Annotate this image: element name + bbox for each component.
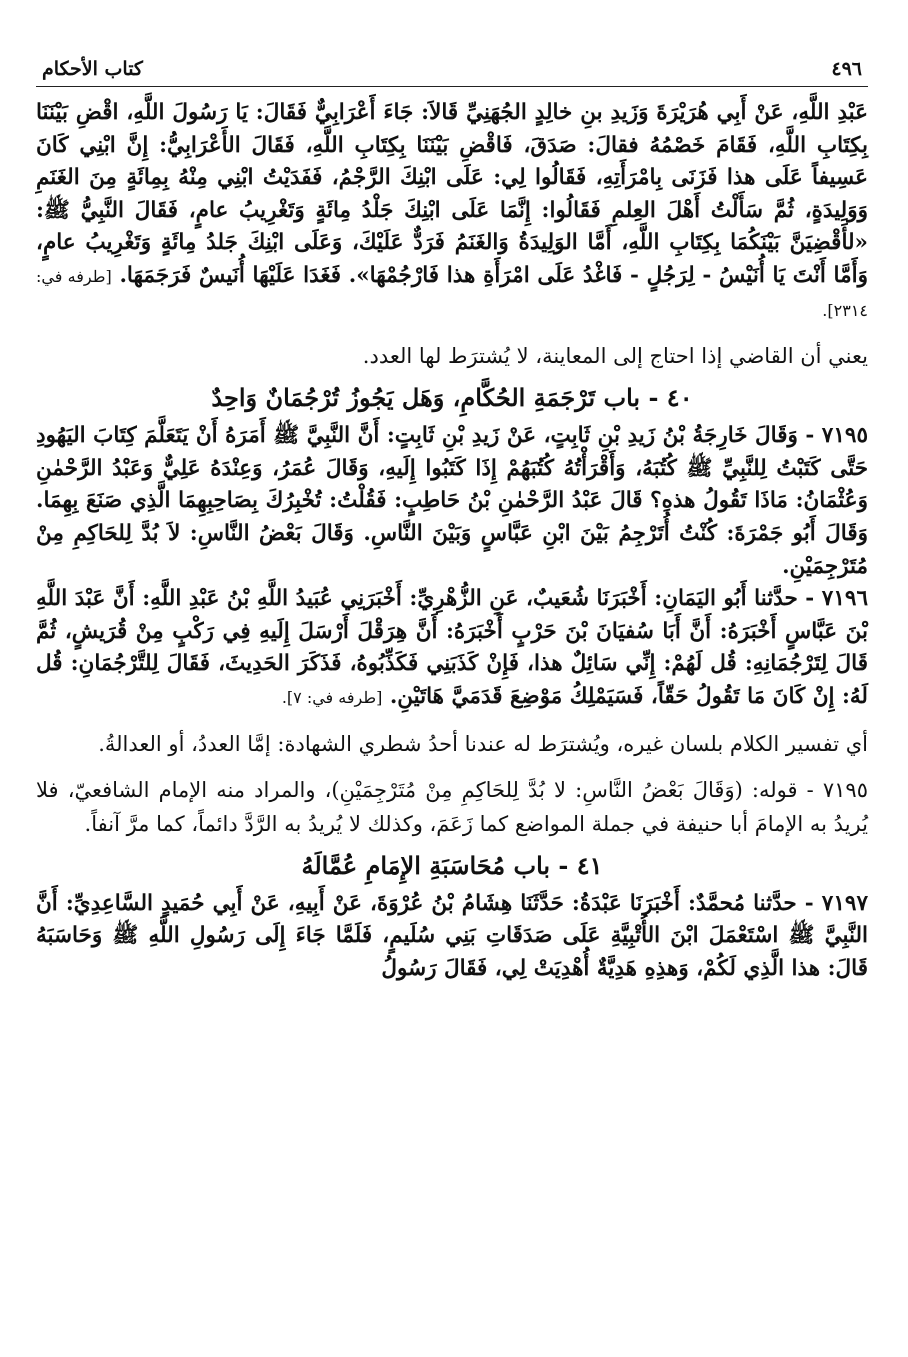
page-number: ٤٩٦ <box>831 58 862 80</box>
book-title: كتاب الأحكام <box>42 58 143 80</box>
chapter-heading: ٤١ - باب مُحَاسَبَةِ الإِمَامِ عُمَّالَهُ <box>301 850 603 880</box>
hadith-paragraph <box>36 97 868 327</box>
hadith-paragraph <box>36 888 868 986</box>
commentary-paragraph: ٧١٩٥ - قوله: (وَقَالَ بَعْضُ النَّاسِ: لا بُدَّ لِلحَاكِمِ مِنْ مُتَرْجِمَيْنِ)، والمراد منه الإمام الشافعيّ، فلا يُريدُ به الإمامَ أبا حنيفة في جملة المواضع كما زَعَمَ، وكذلك لا يُريدُ به الرَّدَّ دائماً، كما مرَّ آنفاً. <box>36 777 868 836</box>
chapter-heading: ٤٠ - باب تَرْجَمَةِ الحُكَّامِ، وَهَل يَجُوزُ تُرْجُمَانٌ وَاحِدٌ <box>211 383 693 413</box>
commentary-paragraph: أي تفسير الكلام بلسان غيره، ويُشترَط له عندنا أحدُ شطري الشهادة: إمَّا العددُ، أو العدالةُ. <box>98 731 868 756</box>
hadith-text: ٧١٩٦ - حدَّثنا أَبُو اليَمَانِ: أَخْبَرَنَا شُعَيبٌ، عَنِ الزُّهْرِيِّ: أَخْبَرَنِي عُبَيدُ اللَّهِ بْنُ عَبْدِ اللَّهِ: أَنَّ عَبْدَ اللَّهِ بْنَ عَبَّاسٍ أَخْبَرَهُ: أَنَّ أَبَا سُفيَانَ بْنَ حَرْبٍ أَخْبَرَهُ: أَنَّ هِرَقْلَ أَرْسَلَ إِلَيهِ فِي رَكْبٍ مِنْ قُرَيشٍ، ثُمَّ قَالَ لِتَرْجُمَانِهِ: قُل لَهُمْ: إِنِّي سَائِلٌ هذا، فَإِنْ كَذَبَنِي فَكَذِّبُوهُ، فَذَكَرَ الحَدِيثَ، فَقَالَ لِلتَّرْجُمَانِ: قُل لَهُ: إِنْ كَانَ مَا تَقُولُ حَقّاً، فَسَيَمْلِكُ مَوْضِعَ قَدَمَيَّ هَاتَيْنِ. <box>36 586 868 709</box>
commentary-paragraph: يعني أن القاضي إذا احتاج إلى المعاينة، لا يُشترَط لها العدد. <box>362 344 868 369</box>
page-header <box>36 58 868 84</box>
hadith-text: ٧١٩٥ - وَقَالَ خَارِجَةُ بْنُ زَيدِ بْنِ ثَابِتٍ، عَنْ زَيدِ بْنِ ثَابِتٍ: أَنَّ النَّبِيَّ ﷺ أَمَرَهُ أَنْ يَتَعَلَّمَ كِتَابَ اليَهُودِ حَتَّى كَتَبْتُ لِلنَّبِيِّ ﷺ كُتُبَهُ، وَأَقْرَأْتُهُ كُتُبَهُمْ إِذَا كَتَبُوا إِلَيهِ، وَقَالَ عُمَرُ، وَعِنْدَهُ عَلِيٌّ وَعَبْدُ الرَّحْمٰنِ وَعُثْمَانُ: مَاذَا تَقُولُ هذهِ؟ قَالَ عَبْدُ الرَّحْمٰنِ بْنُ حَاطِبٍ: فَقُلْتُ: تُخْبِرُكَ بِصَاحِبِهِمَا الَّذِي صَنَعَ بِهِمَا. وَقَالَ أَبُو جَمْرَةَ: كُنْتُ أُتَرْجِمُ بَيْنَ ابْنِ عَبَّاسٍ وَبَيْنَ النَّاسِ. وَقَالَ بَعْضُ النَّاسِ: لاَ بُدَّ لِلحَاكِمِ مِنْ مُتَرْجِمَيْنِ. <box>36 423 868 579</box>
hadith-paragraph <box>36 583 868 714</box>
header-rule <box>36 86 868 87</box>
hadith-text: ٧١٩٧ - حدَّثنا مُحمَّدٌ: أَخْبَرَنَا عَبْدَةُ: حَدَّثَنَا هِشَامُ بْنُ عُرْوَةَ، عَنْ أَبِيهِ، عَنْ أَبِي حُمَيدٍ السَّاعِدِيِّ: أَنَّ النَّبِيَّ ﷺ اسْتَعْمَلَ ابْنَ الأُتْبِيَّةِ عَلَى صَدَقَاتِ بَنِي سُلَيمٍ، فَلَمَّا جَاءَ إِلَى رَسُولِ اللَّهِ ﷺ وَحَاسَبَهُ قَالَ: هذا الَّذِي لَكُمْ، وَهذِهِ هَدِيَّةٌ أُهْدِيَتْ لِي، فَقَالَ رَسُولُ <box>36 890 868 981</box>
hadith-paragraph <box>36 420 868 583</box>
cross-reference: [طرفه في: ٢٣١٤]. <box>36 266 868 320</box>
cross-reference: [طرفه في: ٧]. <box>281 687 383 707</box>
hadith-text: عَبْدِ اللَّهِ، عَنْ أَبِي هُرَيْرَةَ وَزَيدِ بنِ خالِدٍ الجُهَنِيِّ قَالاَ: جَاءَ أَعْرَابِيٌّ فَقَالَ: يَا رَسُولَ اللَّهِ، اقْضِ بَيْنَنَا بِكِتَابِ اللَّهِ، فَقَامَ خَصْمُهُ فقالَ: صَدَقَ، فَاقْضِ بَيْنَنَا بِكِتَابِ اللَّهِ، فَقَالَ الأَعْرَابِيُّ: إِنَّ ابْنِي كَانَ عَسِيفاً عَلَى هذا فَزَنَى بِامْرَأَتِهِ، فَقَالُوا لِي: عَلَى ابْنِكَ الرَّجْمُ، فَفَدَيْتُ ابْنِي مِنْهُ بِمِائَةٍ مِنَ الغَنَمِ وَوَلِيدَةٍ، ثُمَّ سَأَلْتُ أَهْلَ العِلمِ فَقَالُوا: إِنَّمَا عَلَى ابْنِكَ جَلْدُ مِائَةٍ وَتَغْرِيبُ عامٍ، فَقَالَ النَّبِيُّ ﷺ: «لأَقْضِيَنَّ بَيْنَكُمَا بِكِتَابِ اللَّهِ، أَمَّا الوَلِيدَةُ وَالغَنَمُ فَرَدٌّ عَلَيْكَ، وَعَلَى ابْنِكَ جَلدُ مِائَةٍ وَتَغْرِيبُ عامٍ، وَأَمَّا أَنْتَ يَا أُنَيْسُ - لِرَجُلٍ - فَاغْدُ عَلَى امْرَأَةِ هذا فَارْجُمْهَا». فَغَدَا عَلَيْهَا أُنَيسٌ فَرَجَمَهَا. <box>36 100 868 288</box>
